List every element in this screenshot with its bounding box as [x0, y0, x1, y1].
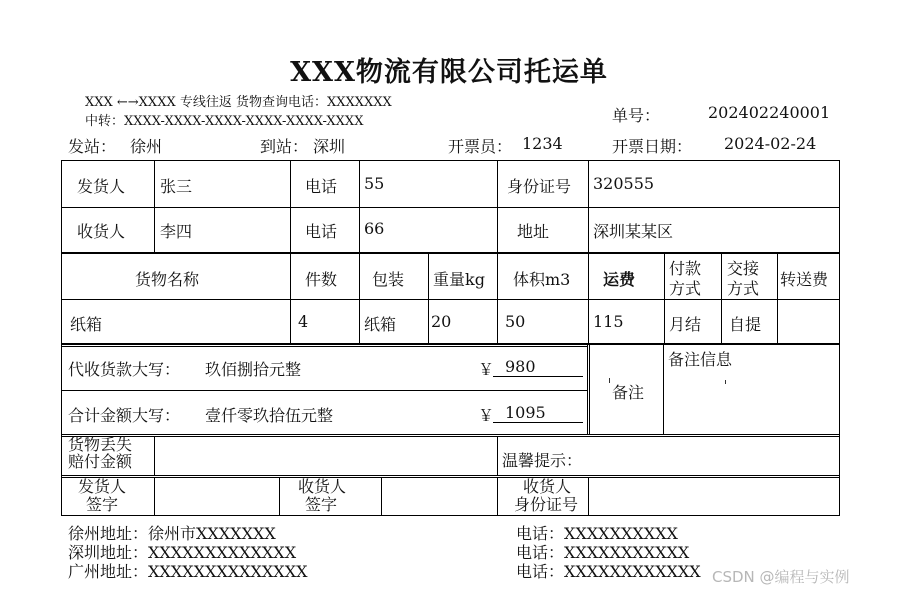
- issuer-value: 1234: [522, 134, 563, 153]
- destination-value: 深圳: [313, 137, 346, 156]
- issue-date-value: 2024-02-24: [724, 134, 817, 153]
- col-weight: 重量kg: [433, 270, 485, 289]
- csdn-watermark: CSDN @编程与实例: [712, 568, 850, 586]
- order-no-label: 单号：: [612, 106, 661, 125]
- total-words: 壹仟零玖拾伍元整: [205, 406, 334, 425]
- col-count: 件数: [305, 270, 338, 289]
- col-goods-name: 货物名称: [135, 270, 200, 289]
- cod-label: 代收货款大写：: [68, 360, 181, 379]
- destination-label: 到站：: [260, 137, 309, 156]
- sender-sign-line1: 发货人: [78, 477, 127, 496]
- phone-2: 电话：XXXXXXXXXXX: [516, 543, 690, 562]
- guangzhou-address: 广州地址：XXXXXXXXXXXXXX: [68, 562, 308, 581]
- loss-label-line2: 赔付金额: [68, 452, 133, 471]
- receiver-addr: 深圳某某区: [593, 222, 674, 241]
- col-handover-line1: 交接: [727, 259, 760, 278]
- col-pack: 包装: [372, 270, 405, 289]
- receiver-phone-label: 电话: [305, 222, 338, 241]
- sender-phone-label: 电话: [305, 177, 338, 196]
- sender-id-label: 身份证号: [507, 177, 572, 196]
- remark-tick-mark: [609, 378, 610, 383]
- receiver-phone: 66: [364, 219, 385, 238]
- goods-volume: 50: [505, 312, 526, 331]
- col-pay-line1: 付款: [669, 259, 702, 278]
- goods-pack: 纸箱: [364, 315, 397, 334]
- xuzhou-address: 徐州地址：徐州市XXXXXXX: [68, 524, 276, 543]
- transfer-line: 中转：XXXX-XXXX-XXXX-XXXX-XXXX-XXXX: [85, 114, 364, 129]
- origin-label: 发站：: [68, 137, 117, 156]
- sender-label: 发货人: [77, 177, 126, 196]
- receiver-id-line1: 收货人: [523, 477, 572, 496]
- cod-words: 玖佰捌拾元整: [205, 360, 302, 379]
- loss-label-line1: 货物丢失: [68, 435, 133, 454]
- receiver-sign-line2: 签字: [305, 495, 338, 514]
- remark-label: 备注: [612, 383, 645, 402]
- total-label: 合计金额大写：: [68, 406, 181, 425]
- origin-value: 徐州: [130, 137, 163, 156]
- receiver-sign-line1: 收货人: [298, 477, 347, 496]
- goods-weight: 20: [431, 312, 452, 331]
- goods-pay: 月结: [669, 315, 702, 334]
- col-handover-line2: 方式: [727, 279, 760, 298]
- cod-yen: ￥: [478, 360, 495, 379]
- sender-sign-line2: 签字: [86, 495, 119, 514]
- route-line: XXX ←→XXXX 专线往返 货物查询电话：XXXXXXX: [85, 95, 392, 110]
- remark-dot-mark: [725, 380, 726, 384]
- receiver-name: 李四: [160, 222, 193, 241]
- total-amount: 1095: [493, 403, 583, 423]
- total-yen: ￥: [478, 406, 495, 425]
- sender-name: 张三: [160, 177, 193, 196]
- remark-info-label: 备注信息: [668, 350, 733, 369]
- goods-fee: 115: [593, 312, 624, 331]
- col-transfer-fee: 转送费: [780, 270, 829, 289]
- tips-label: 温馨提示：: [502, 451, 583, 470]
- goods-count: 4: [298, 312, 309, 331]
- goods-name: 纸箱: [70, 315, 103, 334]
- receiver-addr-label: 地址: [517, 222, 550, 241]
- col-pay-line2: 方式: [669, 279, 702, 298]
- receiver-label: 收货人: [77, 222, 126, 241]
- shenzhen-address: 深圳地址：XXXXXXXXXXXXX: [68, 543, 297, 562]
- issuer-label: 开票员：: [448, 137, 513, 156]
- col-volume: 体积m3: [513, 270, 571, 289]
- waybill-title: XXX物流有限公司托运单: [290, 57, 608, 88]
- goods-handover: 自提: [729, 315, 762, 334]
- phone-3: 电话：XXXXXXXXXXXX: [516, 562, 701, 581]
- sender-id: 320555: [593, 174, 655, 193]
- order-no-value: 202402240001: [708, 103, 831, 122]
- sender-phone: 55: [364, 174, 385, 193]
- issue-date-label: 开票日期：: [612, 137, 693, 156]
- receiver-id-line2: 身份证号: [514, 495, 579, 514]
- col-fee: 运费: [603, 270, 636, 289]
- cod-amount: 980: [493, 357, 583, 377]
- phone-1: 电话：XXXXXXXXXX: [516, 524, 678, 543]
